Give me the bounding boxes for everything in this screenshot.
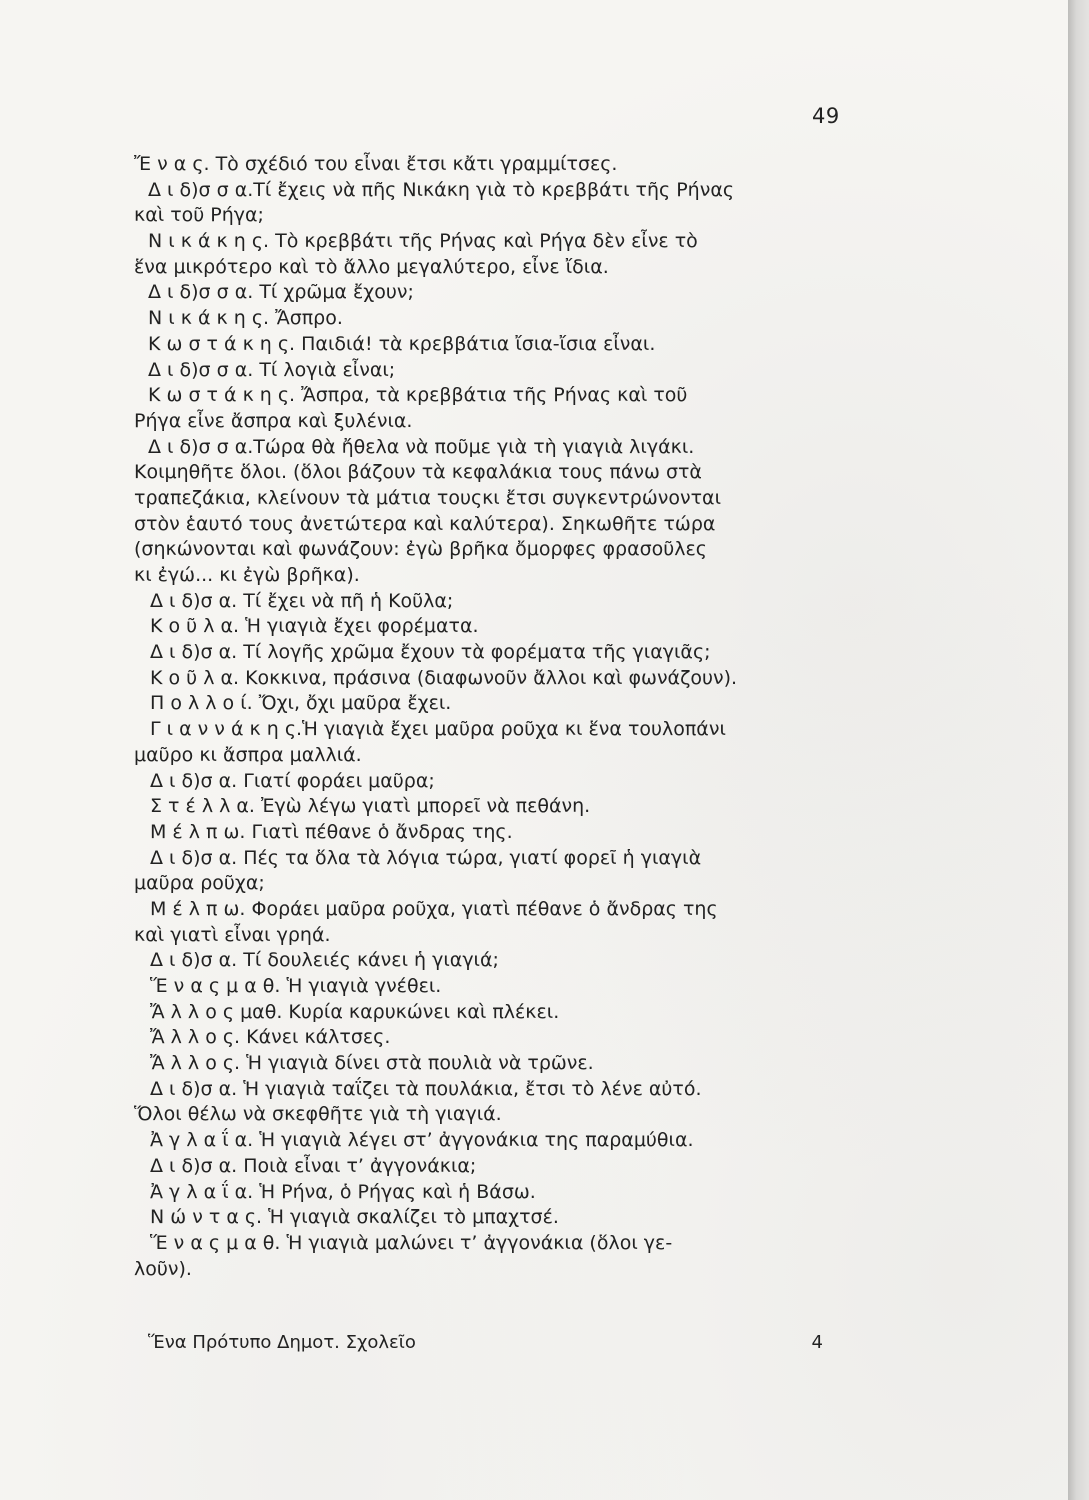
speaker-name: Γ ι α ν ν ά κ η ς.	[150, 718, 303, 741]
text-line	[134, 178, 864, 204]
line-text: Πές τα ὅλα τὰ λόγια τώρα, γιατί φορεῖ ἡ γιαγιὰ	[237, 846, 702, 869]
line-text: Τί δουλειές κάνει ἡ γιαγιά;	[237, 949, 499, 972]
text-line	[134, 743, 864, 769]
text-line	[134, 1102, 864, 1128]
text-line	[134, 255, 864, 281]
line-text: Ἐγὼ λέγω γιατὶ μπορεῖ νὰ πεθάνη.	[254, 795, 591, 818]
line-text: Τί λογῆς χρῶμα ἔχουν τὰ φορέματα τῆς γιαγιᾶς;	[237, 641, 711, 664]
line-text: Τί λογιὰ εἶναι;	[253, 358, 396, 381]
text-line	[134, 229, 864, 255]
line-text: Ρήγα εἶνε ἄσπρα καὶ ξυλένια.	[134, 409, 413, 432]
text-line	[134, 460, 864, 486]
speaker-name: Π ο λ λ ο ί.	[150, 692, 253, 715]
line-text: Τὸ κρεββάτι τῆς Ρήνας καὶ Ρήγα δὲν εἶνε τὸ	[269, 230, 698, 253]
speaker-name: Δ ι δ)σ α.	[150, 589, 238, 612]
text-line	[134, 563, 864, 589]
line-text: Ἄσπρο.	[269, 307, 343, 330]
speaker-name: Ἔ ν α ς.	[134, 153, 210, 175]
line-text: Γιατί φοράει μαῦρα;	[237, 769, 435, 792]
line-text: (σηκώνονται καὶ φωνάζουν: ἐγὼ βρῆκα ὄμορφες φρασοῦλες	[134, 538, 707, 561]
line-text: Ἡ γιαγιὰ ἔχει μαῦρα ροῦχα κι ἕνα τουλοπάνι	[302, 718, 726, 741]
line-text: μαῦρο κι ἄσπρα μαλλιά.	[134, 743, 362, 766]
line-text: Ὄχι, ὄχι μαῦρα ἔχει.	[252, 692, 452, 715]
line-text: μαθ. Κυρία καρυκώνει καὶ πλέκει.	[234, 1000, 560, 1023]
line-text: τραπεζάκια, κλείνουν τὰ μάτια τουςκι ἔτσι συγκεντρώνονται	[134, 486, 722, 509]
line-text: ἕνα μικρότερο καὶ τὸ ἄλλο μεγαλύτερο, εἶνε ἴδια.	[134, 255, 609, 278]
text-line	[134, 1231, 864, 1257]
speaker-name: Ἄ λ λ ο ς.	[150, 1052, 241, 1075]
dialogue-text	[134, 152, 864, 1282]
speaker-name: Δ ι δ)σ σ α.	[148, 178, 254, 201]
text-line	[134, 923, 864, 949]
line-text: στὸν ἑαυτό τους ἀνετώτερα καὶ καλύτερα). Σηκωθῆτε τώρα	[134, 512, 716, 535]
text-line	[134, 717, 864, 743]
speaker-name: Κ ω σ τ ά κ η ς.	[148, 384, 296, 407]
text-line	[134, 794, 864, 820]
line-text: Παιδιά! τὰ κρεββάτια ἴσια-ἴσια εἶναι.	[295, 332, 656, 355]
speaker-name: Ἕ ν α ς μ α θ.	[150, 1231, 281, 1254]
speaker-name: Ἄ λ λ ο ς.	[150, 1026, 241, 1049]
speaker-name: Ν ι κ ά κ η ς.	[148, 230, 270, 253]
text-line	[134, 974, 864, 1000]
speaker-name: Κ ο ῦ λ α.	[150, 615, 240, 638]
text-line	[134, 152, 864, 178]
speaker-name: Δ ι δ)σ α.	[150, 846, 238, 869]
speaker-name: Δ ι δ)σ α.	[150, 769, 238, 792]
line-text: Τώρα θὰ ἤθελα νὰ ποῦμε γιὰ τὴ γιαγιὰ λιγάκι.	[253, 435, 695, 458]
text-line	[134, 203, 864, 229]
line-text: μαῦρα ροῦχα;	[134, 872, 265, 895]
line-text: Ὅλοι θέλω νὰ σκεφθῆτε γιὰ τὴ γιαγιά.	[134, 1103, 502, 1126]
speaker-name: Δ ι δ)σ σ α.	[148, 358, 254, 381]
text-line	[134, 1051, 864, 1077]
text-line	[134, 1154, 864, 1180]
speaker-name: Ἀ γ λ α ΐ α.	[150, 1129, 254, 1152]
text-line	[134, 640, 864, 666]
text-line	[134, 769, 864, 795]
speaker-name: Κ ο ῦ λ α.	[150, 666, 240, 689]
speaker-name: Μ έ λ π ω.	[150, 820, 246, 843]
text-line	[134, 666, 864, 692]
line-text: Ἡ γιαγιὰ σκαλίζει τὸ μπαχτσέ.	[262, 1206, 559, 1229]
line-text: κι ἐγώ... κι ἐγὼ βρῆκα).	[134, 564, 360, 586]
speaker-name: Δ ι δ)σ α.	[150, 641, 238, 664]
text-line	[134, 1257, 864, 1283]
line-text: Κοκκινα, πράσινα (διαφωνοῦν ἄλλοι καὶ φωνάζουν).	[239, 666, 738, 689]
speaker-name: Δ ι δ)σ α.	[150, 1154, 238, 1177]
text-line	[134, 1025, 864, 1051]
text-line	[134, 486, 864, 512]
speaker-name: Σ τ έ λ λ α.	[150, 795, 255, 818]
line-text: Φοράει μαῦρα ροῦχα, γιατὶ πέθανε ὁ ἄνδρας της	[245, 897, 718, 920]
signature-mark: 4	[811, 1332, 823, 1353]
text-line	[134, 948, 864, 974]
footer-title: Ἕνα Πρότυπο Δημοτ. Σχολεῖο	[148, 1332, 416, 1353]
speaker-name: Ἄ λ λ ο ς	[150, 1000, 235, 1023]
text-line	[134, 1205, 864, 1231]
line-text: Γιατὶ πέθανε ὁ ἄνδρας της.	[245, 820, 513, 843]
text-line	[134, 820, 864, 846]
line-text: καὶ γιατὶ εἶναι γρηά.	[134, 923, 331, 946]
line-text: Ἡ γιαγιὰ μαλώνει τ’ ἀγγονάκια (ὅλοι γε-	[280, 1231, 673, 1254]
line-text: Ἡ γιαγιὰ γνέθει.	[280, 975, 442, 997]
page-number: 49	[812, 104, 840, 128]
speaker-name: Δ ι δ)σ α.	[150, 949, 238, 972]
line-text: Ἄσπρα, τὰ κρεββάτια τῆς Ρήνας καὶ τοῦ	[295, 384, 688, 407]
text-line	[134, 897, 864, 923]
line-text: Ἡ γιαγιὰ δίνει στὰ πουλιὰ νὰ τρῶνε.	[240, 1052, 594, 1075]
line-text: Ἡ γιαγιὰ ταΐζει τὰ πουλάκια, ἔτσι τὸ λένε αὐτό.	[237, 1077, 702, 1100]
line-text: Τί χρῶμα ἔχουν;	[253, 281, 414, 304]
speaker-name: Δ ι δ)σ σ α.	[148, 435, 254, 458]
line-text: Ἡ γιαγιὰ λέγει στ’ ἀγγονάκια της παραμύθια.	[253, 1129, 694, 1152]
text-line	[134, 280, 864, 306]
line-text: καὶ τοῦ Ρήγα;	[134, 204, 264, 227]
page-edge	[1068, 0, 1089, 1500]
text-line	[134, 871, 864, 897]
speaker-name: Δ ι δ)σ σ α.	[148, 281, 254, 304]
line-text: Ἡ Ρήνα, ὁ Ρήγας καὶ ἡ Βάσω.	[253, 1180, 536, 1203]
speaker-name: Δ ι δ)σ α.	[150, 1077, 238, 1100]
text-line	[134, 1180, 864, 1206]
line-text: λοῦν).	[134, 1257, 192, 1280]
speaker-name: Μ έ λ π ω.	[150, 897, 246, 920]
text-line	[134, 1077, 864, 1103]
text-line	[134, 589, 864, 615]
line-text: Τὸ σχέδιό του εἶναι ἔτσι κἄτι γραμμίτσες.	[209, 153, 618, 175]
text-line	[134, 691, 864, 717]
line-text: Ἡ γιαγιὰ ἔχει φορέματα.	[239, 615, 479, 638]
text-line	[134, 512, 864, 538]
text-line	[134, 306, 864, 332]
speaker-name: Ἕ ν α ς μ α θ.	[150, 975, 281, 997]
line-text: Κάνει κάλτσες.	[240, 1026, 391, 1049]
text-line	[134, 435, 864, 461]
speaker-name: Ἀ γ λ α ΐ α.	[150, 1180, 254, 1203]
speaker-name: Ν ι κ ά κ η ς.	[148, 307, 270, 330]
line-text: Κοιμηθῆτε ὅλοι. (ὅλοι βάζουν τὰ κεφαλάκια τους πάνω στὰ	[134, 461, 702, 484]
line-text: Τί ἔχει νὰ πῆ ἡ Κοῦλα;	[237, 589, 454, 612]
text-line	[134, 332, 864, 358]
text-line	[134, 614, 864, 640]
text-line	[134, 409, 864, 435]
text-line	[134, 537, 864, 563]
line-text: Τί ἔχεις νὰ πῆς Νικάκη γιὰ τὸ κρεββάτι τῆς Ρήνας	[253, 178, 734, 201]
text-line	[134, 1000, 864, 1026]
text-line	[134, 383, 864, 409]
line-text: Ποιὰ εἶναι τ’ ἀγγονάκια;	[237, 1154, 477, 1177]
speaker-name: Κ ω σ τ ά κ η ς.	[148, 332, 296, 355]
speaker-name: Ν ώ ν τ α ς.	[150, 1206, 263, 1229]
text-line	[134, 358, 864, 384]
text-line	[134, 1128, 864, 1154]
text-line	[134, 846, 864, 872]
